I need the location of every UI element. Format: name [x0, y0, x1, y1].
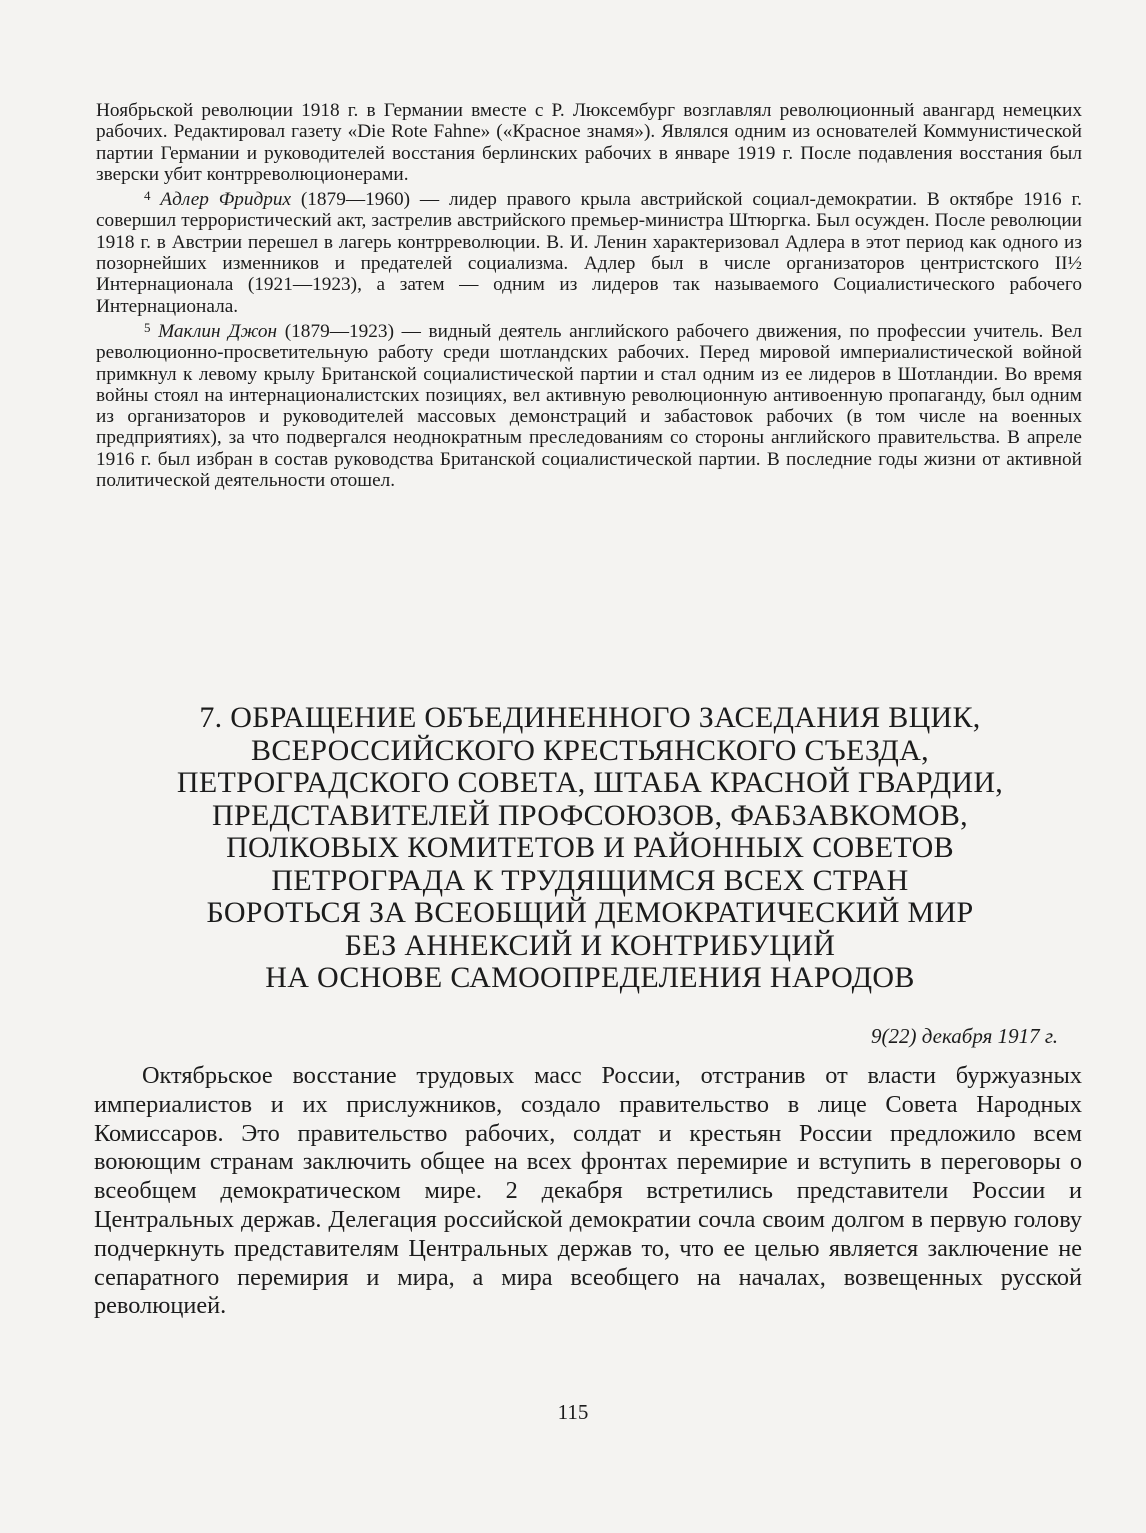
heading-line: ВСЕРОССИЙСКОГО КРЕСТЬЯНСКОГО СЪЕЗДА,: [251, 733, 929, 767]
footnote-text: (1879—1923) — видный деятель английского рабочего движения, по профессии учитель. Вел революционно-просветительную работу среди шотландских рабочих. Перед мировой империалистической войной примкнул к левому крылу Британской социалистической партии и стал одним из ее лидеров в Шотландии. Во время войны стоял на интернационалистских позициях, вел активную революционную антивоенную пропаганду, был одним из организаторов и руководителей массовых демонстраций и забастовок рабочих (в том числе на военных предприятиях), за что подвергался неоднократным преследованиям со стороны английского правительства. В апреле 1916 г. был избран в состав руководства Британской социалистической партии. В последние годы жизни от активной политической деятельности отошел.: [96, 320, 1082, 492]
footnotes-section: [96, 100, 1082, 491]
document-heading: [120, 702, 1060, 995]
footnote-person-name: Адлер Фридрих: [160, 189, 292, 211]
heading-line: НА ОСНОВЕ САМООПРЕДЕЛЕНИЯ НАРОДОВ: [265, 961, 915, 994]
heading-line: БОРОТЬСЯ ЗА ВСЕОБЩИЙ ДЕМОКРАТИЧЕСКИЙ МИР: [206, 896, 974, 929]
page-number: 115: [557, 1400, 589, 1424]
heading-line: ПРЕДСТАВИТЕЛЕЙ ПРОФСОЮЗОВ, ФАБЗАВКОМОВ,: [212, 798, 968, 832]
heading-line: БЕЗ АННЕКСИЙ И КОНТРИБУЦИЙ: [344, 928, 836, 962]
footnote-5: [96, 317, 1082, 491]
footnote-number: 4: [144, 188, 151, 204]
heading-line: ПЕТРОГРАДСКОГО СОВЕТА, ШТАБА КРАСНОЙ ГВАРДИИ,: [176, 766, 1004, 799]
heading-line: 7. ОБРАЩЕНИЕ ОБЪЕДИНЕННОГО ЗАСЕДАНИЯ ВЦИК,: [199, 701, 981, 734]
heading-line: ПОЛКОВЫХ КОМИТЕТОВ И РАЙОННЫХ СОВЕТОВ: [226, 831, 954, 864]
heading-line: ПЕТРОГРАДА К ТРУДЯЩИМСЯ ВСЕХ СТРАН: [271, 863, 909, 897]
footnote-4: [96, 185, 1082, 317]
body-paragraph: Октябрьское восстание трудовых масс России, отстранив от власти буржуазных империалистов и их прислужников, создало правительство в лице Совета Народных Комиссаров. Это правительство рабочих, солдат и крестьян России предложило всем воюющим странам заключить общее на всех фронтах перемирие и вступить в переговоры о всеобщем демократическом мире. 2 декабря встретились представители России и Центральных держав. Делегация российской демократии сочла своим долгом в первую голову подчеркнуть представителям Центральных держав то, что ее целью является заключение не сепаратного перемирия и мира, а мира всеобщего на началах, возвещенных русской революцией.: [94, 1062, 1082, 1320]
footnote-continuation: Ноябрьской революции 1918 г. в Германии вместе с Р. Люксембург возглавлял революционный авангард немецких рабочих. Редактировал газету «Die Rote Fahne» («Красное знамя»). Являлся одним из основателей Коммунистической партии Германии и руководителей восстания берлинских рабочих в январе 1919 г. После подавления восстания был зверски убит контрреволюционерами.: [96, 100, 1082, 185]
document-date: 9(22) декабря 1917 г.: [871, 1024, 1058, 1048]
footnote-text: (1879—1960) — лидер правого крыла австрийской социал-демократии. В октябре 1916 г. совершил террористический акт, застрелив австрийского премьер-министра Штюргка. Был осужден. После революции 1918 г. в Австрии перешел в лагерь контрреволюции. В. И. Ленин характеризовал Адлера в этот период как одного из позорнейших изменников и предателей социализма. Адлер был в числе организаторов центристского II½ Интернационала (1921—1923), а затем — одним из лидеров так называемого Социалистического рабочего Интернационала.: [96, 189, 1082, 317]
footnote-number: 5: [144, 319, 151, 335]
footnote-person-name: Маклин Джон: [158, 320, 278, 342]
